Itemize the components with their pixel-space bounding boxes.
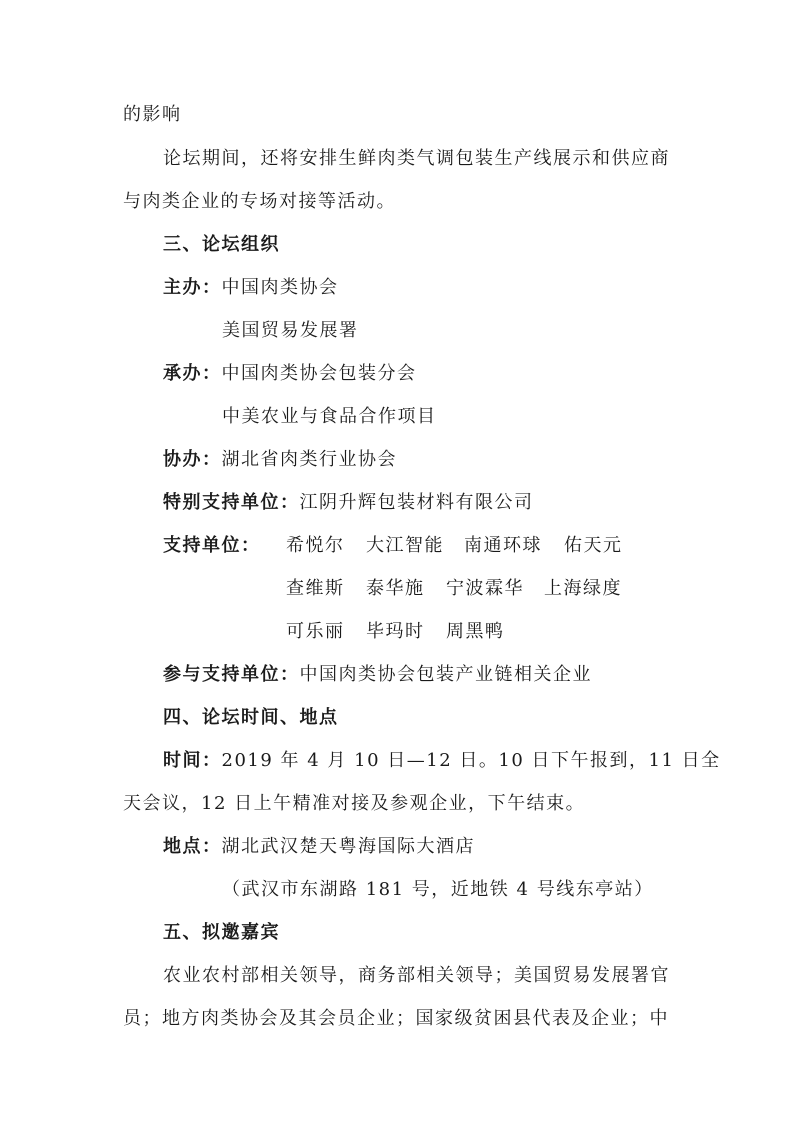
host-line [163,275,339,301]
place-address: （武汉市东湖路 181 号，近地铁 4 号线东亭站） [222,879,654,900]
supporters-label: 支持单位： [163,535,261,556]
supporter-name: 佑天元 [564,535,623,556]
organizer-value: 中国肉类协会包装分会 [221,363,417,384]
time-label: 时间： [163,750,222,771]
supporters-row-1 [286,533,623,559]
co-organizer-line [163,447,397,473]
participating-support-label: 参与支持单位： [163,664,300,685]
special-support-line [163,490,534,516]
supporters-row-2 [286,576,622,602]
section-heading-organization: 三、论坛组织 [163,234,280,255]
organizer-value-2: 中美农业与食品合作项目 [222,406,437,427]
place-value: 湖北武汉楚天粤海国际大酒店 [221,836,475,857]
host-value: 中国肉类协会 [221,277,339,298]
paragraph-line: 农业农村部相关领导，商务部相关领导；美国贸易发展署官 [163,965,670,986]
organizer-line [163,361,417,387]
supporter-name: 希悦尔 [286,535,345,556]
special-support-label: 特别支持单位： [163,492,300,513]
supporter-name: 泰华施 [366,578,425,599]
paragraph-line: 员；地方肉类协会及其会员企业；国家级贫困县代表及企业；中 [123,1008,669,1029]
section-heading-guests: 五、拟邀嘉宾 [163,922,280,943]
supporter-name: 南通环球 [464,535,542,556]
text-line-continuation: 的影响 [123,104,182,125]
supporters-row-3 [286,619,505,645]
supporter-name: 宁波霖华 [446,578,524,599]
place-line [163,834,475,860]
special-support-value: 江阴升辉包装材料有限公司 [299,492,534,513]
co-organizer-value: 湖北省肉类行业协会 [221,449,397,470]
host-value-2: 美国贸易发展署 [222,320,359,341]
supporter-name: 毕玛时 [366,621,425,642]
time-line [163,748,721,774]
supporter-name: 查维斯 [286,578,345,599]
paragraph-line: 论坛期间，还将安排生鲜肉类气调包装生产线展示和供应商 [163,148,670,169]
paragraph-line: 与肉类企业的专场对接等活动。 [123,191,396,212]
organizer-label: 承办： [163,363,222,384]
time-value: 2019 年 4 月 10 日—12 日。10 日下午报到，11 日全 [221,750,721,771]
section-heading-time-place: 四、论坛时间、地点 [163,707,339,728]
participating-support-line [163,662,592,688]
host-label: 主办： [163,277,222,298]
supporter-name: 大江智能 [366,535,444,556]
co-organizer-label: 协办： [163,449,222,470]
time-value-2: 天会议，12 日上午精准对接及参观企业，下午结束。 [123,793,586,814]
supporter-name: 可乐丽 [286,621,345,642]
place-label: 地点： [163,836,222,857]
participating-support-value: 中国肉类协会包装产业链相关企业 [299,664,592,685]
supporter-name: 周黑鸭 [446,621,505,642]
supporter-name: 上海绿度 [544,578,622,599]
